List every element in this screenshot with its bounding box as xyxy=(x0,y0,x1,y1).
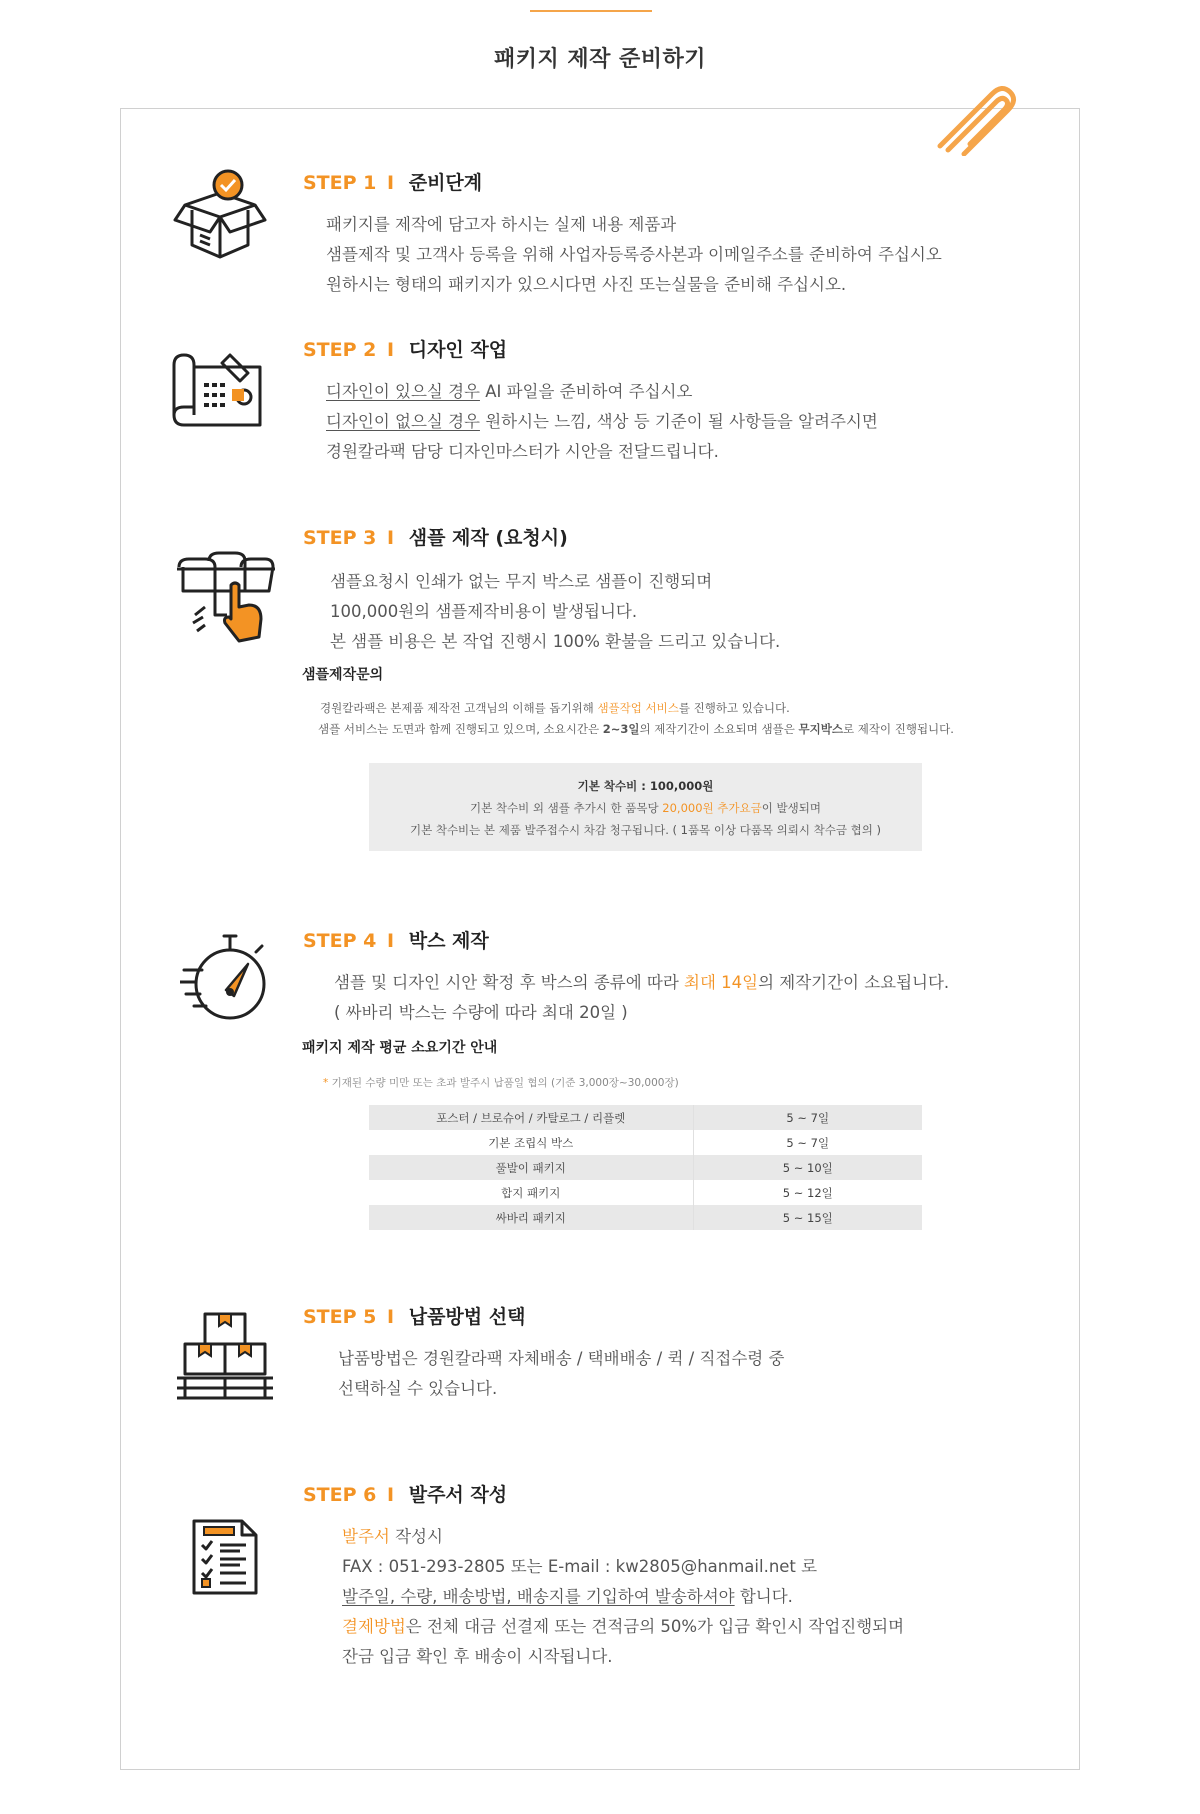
step2-line-underline: 디자인이 없으실 경우 xyxy=(326,412,480,431)
sample-inquiry-title: 샘플제작문의 xyxy=(302,667,384,683)
step4-num: STEP 4 xyxy=(303,930,377,952)
step2-num: STEP 2 xyxy=(303,339,377,361)
sample-service-highlight: 샘플작업 서비스 xyxy=(597,701,679,715)
fee-line-extra: 기본 착수비 외 샘플 추가시 한 품목당 20,000원 추가요금이 발생되며 xyxy=(470,801,821,815)
duration-table-title: 패키지 제작 평균 소요기간 안내 xyxy=(302,1040,498,1056)
table-cell-days: 5 ~ 7일 xyxy=(786,1135,830,1150)
table-row xyxy=(369,1130,922,1155)
sample-inquiry-text xyxy=(320,698,954,740)
table-cell-days: 5 ~ 12일 xyxy=(782,1185,833,1200)
table-cell-days: 5 ~ 10일 xyxy=(693,1155,922,1180)
top-accent-rule xyxy=(530,10,652,12)
order-form-highlight: 발주서 xyxy=(342,1527,390,1546)
page-title: 패키지 제작 준비하기 xyxy=(493,47,707,72)
step3-line: 샘플요청시 인쇄가 없는 무지 박스로 샘플이 진행되며 xyxy=(330,572,713,591)
step4-title: 박스 제작 xyxy=(408,930,489,952)
step6-line: 잔금 입금 확인 후 배송이 시작됩니다. xyxy=(342,1647,613,1666)
step1-body xyxy=(326,210,942,300)
step6-line: 결제방법은 전체 대금 선결제 또는 견적금의 50%가 입금 확인시 작업진행되며 xyxy=(342,1617,905,1636)
table-row xyxy=(369,1105,922,1130)
step1-line: 패키지를 제작에 담고자 하시는 실제 내용 제품과 xyxy=(326,215,677,234)
blueprint-icon xyxy=(170,345,270,430)
payment-highlight: 결제방법 xyxy=(342,1617,406,1636)
step1-line: 샘플제작 및 고객사 등록을 위해 사업자등록증사본과 이메일주소를 준비하여 주십시오 xyxy=(326,245,942,264)
max-days-highlight: 최대 14일 xyxy=(684,973,759,992)
step3-title: 샘플 제작 (요청시) xyxy=(408,527,568,549)
step6-contact-line: FAX : 051-293-2805 또는 E-mail : kw2805@hanmail.net 로 xyxy=(342,1557,818,1576)
step1-sep: I xyxy=(387,172,395,194)
step1-num: STEP 1 xyxy=(303,172,377,194)
step6-num: STEP 6 xyxy=(303,1484,377,1506)
table-row xyxy=(369,1155,922,1180)
step5-num: STEP 5 xyxy=(303,1306,377,1328)
step4-body xyxy=(334,968,949,1028)
step2-sep: I xyxy=(387,339,395,361)
step6-title: 발주서 작성 xyxy=(408,1484,508,1506)
step3-heading xyxy=(303,523,568,550)
table-cell-item: 포스터 / 브로슈어 / 카탈로그 / 리플렛 xyxy=(369,1105,693,1130)
table-cell-item: 싸바리 패키지 xyxy=(369,1205,693,1230)
table-cell-item: 기본 조립식 박스 xyxy=(369,1130,693,1155)
step5-line: 납품방법은 경원칼라팩 자체배송 / 택배배송 / 퀵 / 직접수령 중 xyxy=(338,1349,785,1368)
stopwatch-icon xyxy=(180,930,270,1025)
step5-sep: I xyxy=(387,1306,395,1328)
step3-line: 본 샘플 비용은 본 작업 진행시 100% 환불을 드리고 있습니다. xyxy=(330,632,781,651)
step5-line: 선택하실 수 있습니다. xyxy=(338,1379,498,1398)
step4-line: ( 싸바리 박스는 수량에 따라 최대 20일 ) xyxy=(334,1003,628,1022)
step3-body xyxy=(330,567,780,657)
table-row xyxy=(369,1205,922,1230)
step4-sep: I xyxy=(387,930,395,952)
duration-note: * 기재된 수량 미만 또는 초과 발주시 납품일 협의 (기준 3,000장~30,000장) xyxy=(323,1077,679,1089)
step2-line xyxy=(326,437,878,467)
fee-line-deduct: 기본 착수비는 본 제품 발주접수시 차감 청구됩니다. ( 1품목 이상 다품목 의뢰시 착수금 협의 ) xyxy=(409,823,882,837)
step3-num: STEP 3 xyxy=(303,527,377,549)
order-form-icon xyxy=(190,1517,260,1597)
step1-title: 준비단계 xyxy=(408,172,483,194)
pallet-boxes-icon xyxy=(175,1310,275,1400)
box-check-icon xyxy=(170,165,270,260)
step2-line-text: 원하시는 느낌, 색상 등 기준이 될 사항들을 알려주시면 xyxy=(479,412,878,431)
step3-sep: I xyxy=(387,527,395,549)
step2-line xyxy=(326,407,878,437)
step4-line: 샘플 및 디자인 시안 확정 후 박스의 종류에 따라 최대 14일의 제작기간이 소요됩니다. xyxy=(334,973,950,992)
step2-line-underline: 디자인이 있으실 경우 xyxy=(326,382,480,401)
table-row xyxy=(369,1180,922,1205)
step2-body xyxy=(326,377,878,467)
step1-line: 원하시는 형태의 패키지가 있으시다면 사진 또는실물을 준비해 주십시오. xyxy=(326,275,847,294)
fee-line-base: 기본 착수비 : 100,000원 xyxy=(577,779,714,793)
step1-heading xyxy=(303,168,482,195)
step2-heading xyxy=(303,335,507,362)
step5-title: 납품방법 선택 xyxy=(408,1306,526,1328)
step5-body xyxy=(338,1344,784,1404)
table-cell-days: 5 ~ 7일 xyxy=(693,1105,922,1130)
step2-line-text: AI 파일을 준비하여 주십시오 xyxy=(479,382,693,401)
step2-line-text: 경원칼라팩 담당 디자인마스터가 시안을 전달드립니다. xyxy=(326,442,719,461)
step3-line: 100,000원의 샘플제작비용이 발생됩니다. xyxy=(330,602,638,621)
sample-inquiry-line: 샘플 서비스는 도면과 함께 진행되고 있으며, 소요시간은 2~3일의 제작기간이 소요되며 샘플은 무지박스로 제작이 진행됩니다. xyxy=(318,722,954,736)
step6-line: 발주서 작성시 xyxy=(342,1527,443,1546)
step5-heading xyxy=(303,1302,525,1329)
paperclip-icon xyxy=(930,76,1020,156)
step6-line: 발주일, 수량, 배송방법, 배송지를 기입하여 발송하셔야 합니다. xyxy=(342,1587,793,1606)
extra-fee-highlight: 20,000원 추가요금 xyxy=(662,801,762,815)
sample-inquiry-line: 경원칼라팩은 본제품 제작전 고객님의 이해를 돕기위해 샘플작업 서비스를 진행하고 있습니다. xyxy=(320,701,790,715)
table-cell-item: 풀발이 패키지 xyxy=(369,1155,693,1180)
step2-line xyxy=(326,377,878,407)
step4-heading xyxy=(303,926,489,953)
sample-hand-icon xyxy=(175,545,275,645)
sample-fee-box xyxy=(369,763,922,851)
table-cell-days: 5 ~ 15일 xyxy=(693,1205,922,1230)
step6-body xyxy=(342,1522,904,1672)
step6-sep: I xyxy=(387,1484,395,1506)
step6-heading xyxy=(303,1480,507,1507)
duration-table xyxy=(369,1105,922,1230)
table-cell-item: 합지 패키지 xyxy=(369,1180,693,1205)
step2-title: 디자인 작업 xyxy=(408,339,508,361)
